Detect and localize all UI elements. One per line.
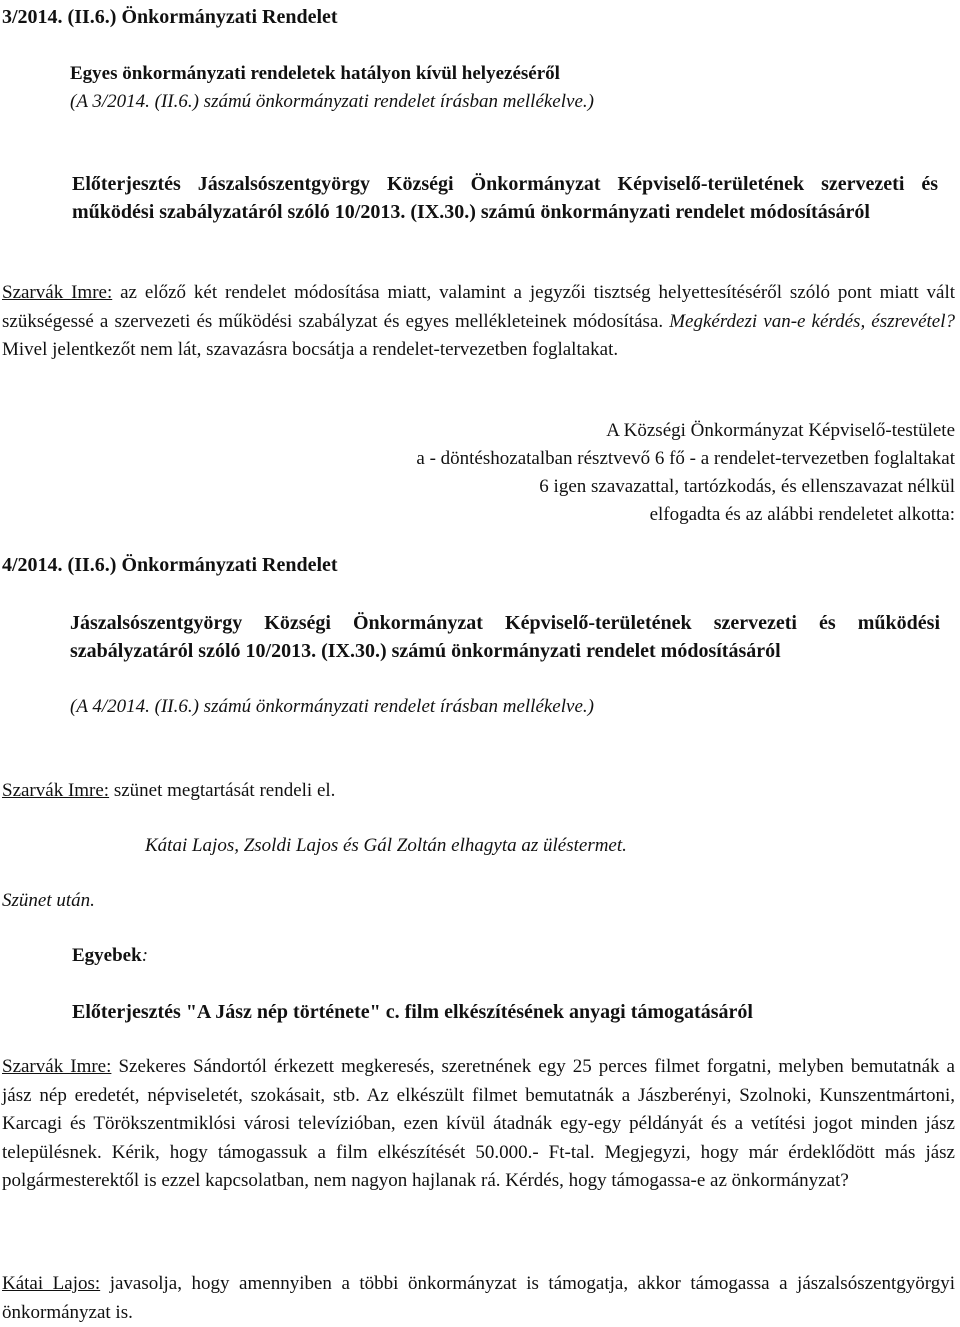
para2 <box>2 777 902 805</box>
proposal2-title: Előterjesztés "A Jász nép története" c. film elkészítésének anyagi támogatásáról <box>72 1001 753 1023</box>
misc-label: Egyebek <box>72 945 142 966</box>
para1-question: Megkérdezi van-e kérdés, észrevétel? <box>669 310 955 332</box>
section2-heading: 4/2014. (II.6.) Önkormányzati Rendelet <box>2 554 338 576</box>
speaker-name: Szarvák Imre: <box>2 780 110 801</box>
resolution-line-1: A Községi Önkormányzat Képviselő-testülete <box>606 420 955 441</box>
resolution-block <box>200 417 955 529</box>
section2-title: Jászalsószentgyörgy Községi Önkormányzat Képviselő-területének szervezeti és működési szabályzatáról szóló 10/2013. (IX.30.) számú önkormányzati rendelet módosításáról <box>70 612 940 662</box>
para1-text-end: Mivel jelentkezőt nem lát, szavazásra bocsátja a rendelet-tervezetben foglaltakat. <box>2 339 619 360</box>
speaker-name: Kátai Lajos: <box>2 1273 101 1294</box>
speaker-name: Szarvák Imre: <box>2 1056 112 1077</box>
para4-text: javasolja, hogy amennyiben a többi önkormányzat is támogatja, akkor támogassa a jászalsószentgyörgyi önkormányzat is. <box>2 1273 955 1323</box>
proposal1-title: Előterjesztés Jászalsószentgyörgy Községi Önkormányzat Képviselő-területének szervezeti és működési szabályzatáról szóló 10/2013. (IX.30.) számú önkormányzati rendelet módosításáról <box>72 173 938 223</box>
para1-text: az előző két rendelet módosítása miatt, valamint a jegyzői tisztség helyettesítéséről szóló pont miatt vált szükségessé a szervezeti és működési szabályzat és egyes mellékleteinek módosítása. <box>2 282 955 332</box>
section1-annex-note: (A 3/2014. (II.6.) számú önkormányzati rendelet írásban mellékelve.) <box>70 91 594 112</box>
section1-heading: 3/2014. (II.6.) Önkormányzati Rendelet <box>2 6 338 28</box>
misc-heading <box>72 942 472 970</box>
para3-text: Szekeres Sándortól érkezett megkeresés, szeretnének egy 25 perces filmet forgatni, melyben bemutatnák a jász nép eredetét, népviseletét, szokásait, stb. Az elkészült filmet bemutatnák a Jászberényi, Szolnoki, Kunszentmártoni, Karcagi és Törökszentmiklósi városi televízióban, ezen kívül átadnák egy-egy példányát és a vetítési jogot minden jász településnek. Kérik, hogy támogassuk a film elkészítését 50.000.- Ft-tal. Megjegyzi, hogy már érdeklődött más jász polgármesterektől is ezzel kapcsolatban, nem nagyon hajlanak rá. Kérdés, hogy támogassa-e az önkormányzat? <box>2 1056 955 1192</box>
resolution-line-2: a - döntéshozatalban résztvevő 6 fő - a rendelet-tervezetben foglaltakat <box>416 448 955 469</box>
para1 <box>2 279 955 365</box>
resolution-line-3: 6 igen szavazattal, tartózkodás, és ellenszavazat nélkül <box>539 476 955 497</box>
misc-colon: : <box>141 945 149 966</box>
section1-title: Egyes önkormányzati rendeletek hatályon kívül helyezéséről <box>70 63 560 84</box>
para4 <box>2 1270 955 1327</box>
speaker-name: Szarvák Imre: <box>2 282 113 303</box>
para3 <box>2 1053 955 1196</box>
section2-annex-note: (A 4/2014. (II.6.) számú önkormányzati rendelet írásban mellékelve.) <box>70 696 594 717</box>
after-break-note: Szünet után. <box>2 890 95 911</box>
resolution-line-4: elfogadta és az alábbi rendeletet alkotta: <box>649 504 955 525</box>
absence-note: Kátai Lajos, Zsoldi Lajos és Gál Zoltán elhagyta az üléstermet. <box>145 835 627 856</box>
para2-text: szünet megtartását rendeli el. <box>109 780 336 801</box>
